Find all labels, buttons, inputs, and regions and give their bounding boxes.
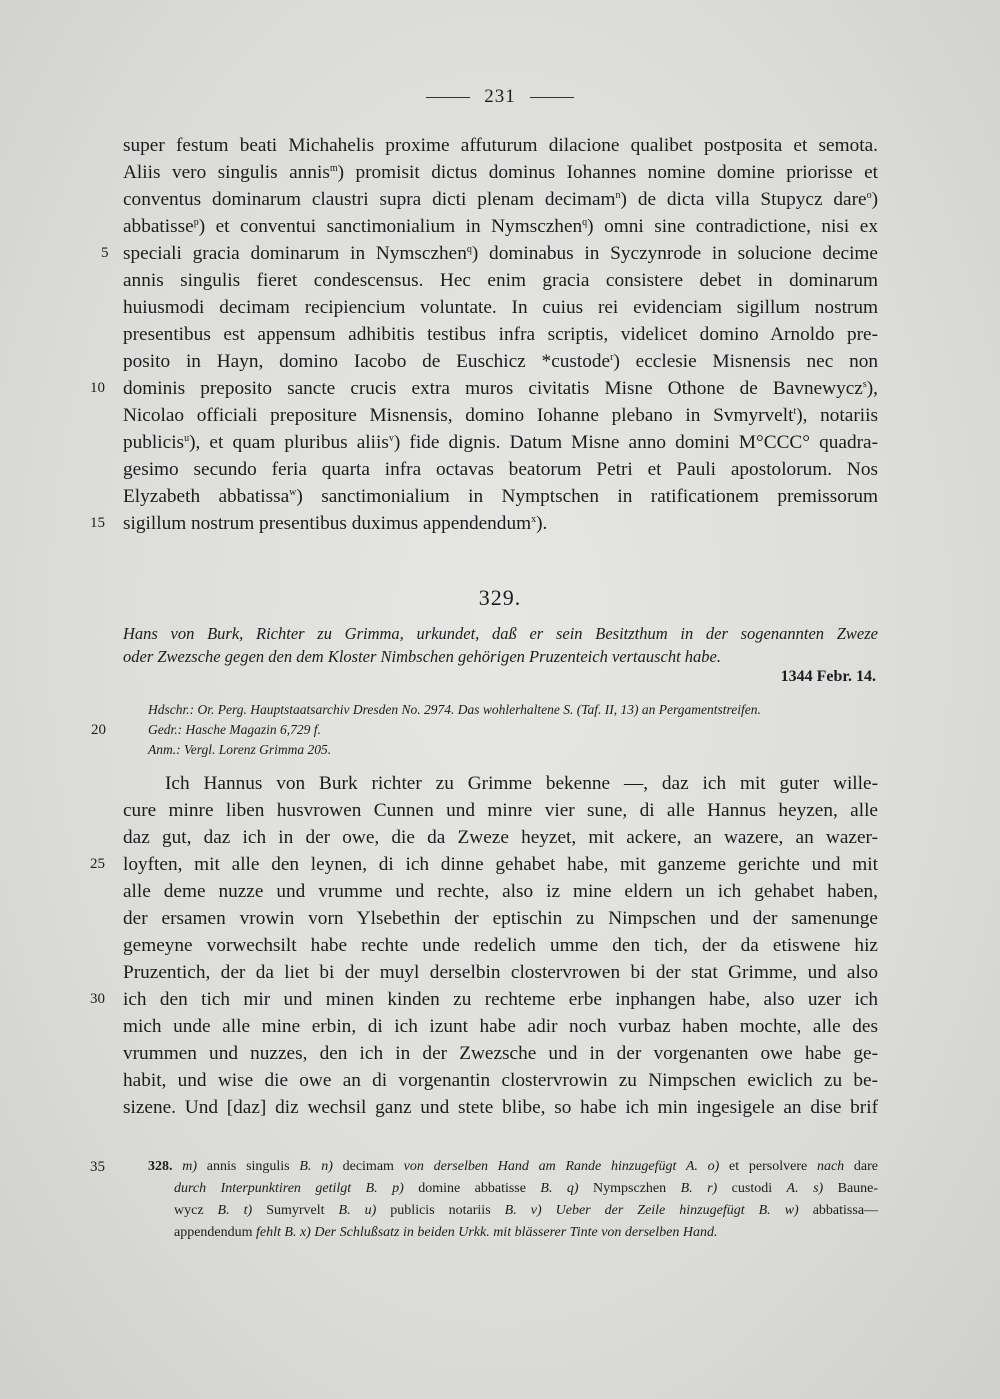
apparatus-line — [148, 700, 878, 720]
line-text: gemeyne vorwechsilt habe rechte unde redelich umme den tich, der da etiswene hiz — [123, 935, 878, 956]
line-text: dominis preposito sancte crucis extra muros civitatis Misne Othone de Bavnewycz$^s$), — [123, 378, 878, 399]
text-line — [123, 1067, 878, 1094]
footnote-line — [174, 1200, 878, 1222]
line-text: Ich Hannus von Burk richter zu Grimme bekenne —, daz ich mit guter wille- — [165, 773, 878, 794]
line-number: 5 — [101, 245, 109, 261]
text-line — [123, 959, 878, 986]
line-number: 35 — [90, 1159, 105, 1175]
text-line — [123, 905, 878, 932]
text-line — [123, 402, 878, 429]
apparatus-text: Anm.: Vergl. Lorenz Grimma 205. — [148, 742, 332, 757]
page-header — [0, 86, 1000, 108]
summary-line: Hans von Burk, Richter zu Grimma, urkundet, daß er sein Besitzthum in der sogenannten Zweze — [123, 624, 878, 643]
footnote-text: 328. m) annis singulis B. n) decimam von derselben Hand am Rande hinzugefügt A. o) et persolvere nach dare — [148, 1159, 879, 1174]
line-text: ich den tich mir und minen kinden zu rechteme erbe inphangen habe, also uzer ich — [123, 989, 878, 1010]
apparatus-text: Hdschr.: Or. Perg. Hauptstaatsarchiv Dresden No. 2974. Das wohlerhaltene S. (Taf. II, 13) an Pergamentstreifen. — [148, 702, 761, 717]
line-text: habit, und wise die owe an di vorgenantin clostervrowin zu Nimpschen ewiclich zu be- — [123, 1070, 878, 1091]
summary-line: oder Zwezsche gegen den dem Kloster Nimbschen gehörigen Pruzenteich vertauscht habe. — [123, 647, 722, 666]
line-number: 30 — [90, 991, 105, 1007]
header-rule-left — [426, 97, 470, 98]
text-line — [123, 429, 878, 456]
document-328-end — [90, 132, 878, 537]
text-line — [123, 159, 878, 186]
line-text: publicis$^u$), et quam pluribus aliis$^v$) fide dignis. Datum Misne anno domini M°CCC° quadra- — [123, 432, 878, 453]
footnote-line — [174, 1222, 878, 1244]
footnote-text: durch Interpunktiren getilgt B. p) domine abbatisse B. q) Nympsczhen B. r) custodi A. s) Baune- — [174, 1181, 879, 1196]
text-line — [90, 851, 878, 878]
document-329-text — [90, 770, 878, 1121]
line-text: Elyzabeth abbatissa$^w$) sanctimonialium in Nymptschen in ratificationem premissorum — [123, 486, 878, 507]
line-text: annis singulis fieret condescensus. Hec enim gracia consistere debet in dominarum — [123, 270, 878, 291]
line-text: sigillum nostrum presentibus duximus appendendum$^x$). — [123, 513, 548, 534]
text-line — [123, 1040, 878, 1067]
line-text: super festum beati Michahelis proxime affuturum dilacione qualibet postposita et semota. — [123, 135, 878, 156]
line-number: 20 — [91, 722, 106, 738]
text-line — [101, 240, 878, 267]
apparatus-line — [91, 720, 878, 740]
line-text: huiusmodi decimam recipiencium voluntate. In cuius rei evidenciam sigillum nostrum — [123, 297, 878, 318]
document-summary — [123, 622, 878, 668]
line-text: Aliis vero singulis annis$^m$) promisit dictus dominus Iohannes nomine domine priorisse et — [123, 162, 878, 183]
text-line — [123, 213, 878, 240]
text-line — [123, 1094, 878, 1121]
line-text: presentibus est appensum adhibitis testibus infra scriptis, videlicet domino Arnoldo pre- — [123, 324, 878, 345]
line-text: daz gut, daz ich in der owe, die da Zweze heyzet, mit ackere, an wazere, an wazer- — [123, 827, 878, 848]
document-number: 329. — [478, 585, 522, 610]
text-line — [123, 1013, 878, 1040]
line-text: Nicolao officiali prepositure Misnensis, domino Iohanne plebano in Svmyrvelt$^t$), notariis — [123, 405, 878, 426]
line-text: posito in Hayn, domino Iacobo de Euschicz *custode$^r$) ecclesie Misnensis nec non — [123, 351, 878, 372]
text-line — [123, 348, 878, 375]
line-text: gesimo secundo feria quarta infra octavas beatorum Petri et Pauli apostolorum. Nos — [123, 459, 878, 480]
line-text: mich unde alle mine erbin, di ich izunt habe adir noch vurbaz haben mochte, alle des — [123, 1016, 878, 1037]
line-text: loyften, mit alle den leynen, di ich dinne gehabet habe, mit ganzeme gerichte und mit — [123, 854, 878, 875]
line-text: conventus dominarum claustri supra dicti plenam decimam$^n$) de dicta villa Stupycz dare$^o$) — [123, 189, 878, 210]
footnote-text: appendendum fehlt B. x) Der Schlußsatz in beiden Urkk. mit blässerer Tinte von derselben Hand. — [174, 1225, 718, 1240]
line-text: sizene. Und [daz] diz wechsil ganz und stete blibe, so habe ich min ingesigele an dise brif — [123, 1097, 878, 1118]
text-line — [123, 294, 878, 321]
source-apparatus — [91, 700, 878, 760]
text-line — [123, 267, 878, 294]
text-line — [123, 878, 878, 905]
text-line — [123, 321, 878, 348]
apparatus-line — [148, 740, 878, 760]
text-line — [90, 510, 878, 537]
line-text: abbatisse$^p$) et conventui sanctimonialium in Nymsczhen$^q$) omni sine contradictione, nisi ex — [123, 216, 878, 237]
footnote-line — [174, 1178, 878, 1200]
page-number: 231 — [484, 86, 516, 107]
footnotes — [90, 1156, 879, 1244]
line-text: vrummen und nuzzes, den ich in der Zwezsche und in der vorgenanten owe habe ge- — [123, 1043, 878, 1064]
apparatus-text: Gedr.: Hasche Magazin 6,729 f. — [148, 722, 321, 737]
text-line — [123, 770, 878, 797]
line-text: speciali gracia dominarum in Nymsczhen$^q$) dominabus in Syczynrode in solucione decime — [123, 243, 878, 264]
footnote-text: wycz B. t) Sumyrvelt B. u) publicis notariis B. v) Ueber der Zeile hinzugefügt B. w) abbatissa— — [174, 1203, 879, 1218]
line-number: 10 — [90, 380, 105, 396]
document-date: 1344 Febr. 14. — [780, 668, 876, 685]
text-line — [123, 932, 878, 959]
line-number: 25 — [90, 856, 105, 872]
line-text: alle deme nuzze und vrumme und rechte, also iz mine eldern un ich gehabet haben, — [123, 881, 878, 902]
line-number: 15 — [90, 515, 105, 531]
text-line — [123, 824, 878, 851]
line-text: Pruzentich, der da liet bi der muyl derselbin clostervrowen bi der stat Grimme, und also — [123, 962, 878, 983]
line-text: cure minre liben husvrowen Cunnen und minre vier sune, di alle Hannus heyzen, alle — [123, 800, 878, 821]
text-line — [123, 132, 878, 159]
footnote-line — [90, 1156, 879, 1178]
text-line — [90, 986, 878, 1013]
line-text: der ersamen vrowin vorn Ylsebethin der eptischin zu Nimpschen und der samenunge — [123, 908, 878, 929]
text-line — [123, 483, 878, 510]
header-rule-right — [530, 97, 574, 98]
text-line — [123, 186, 878, 213]
text-line — [90, 375, 878, 402]
text-line — [123, 797, 878, 824]
text-line — [123, 456, 878, 483]
